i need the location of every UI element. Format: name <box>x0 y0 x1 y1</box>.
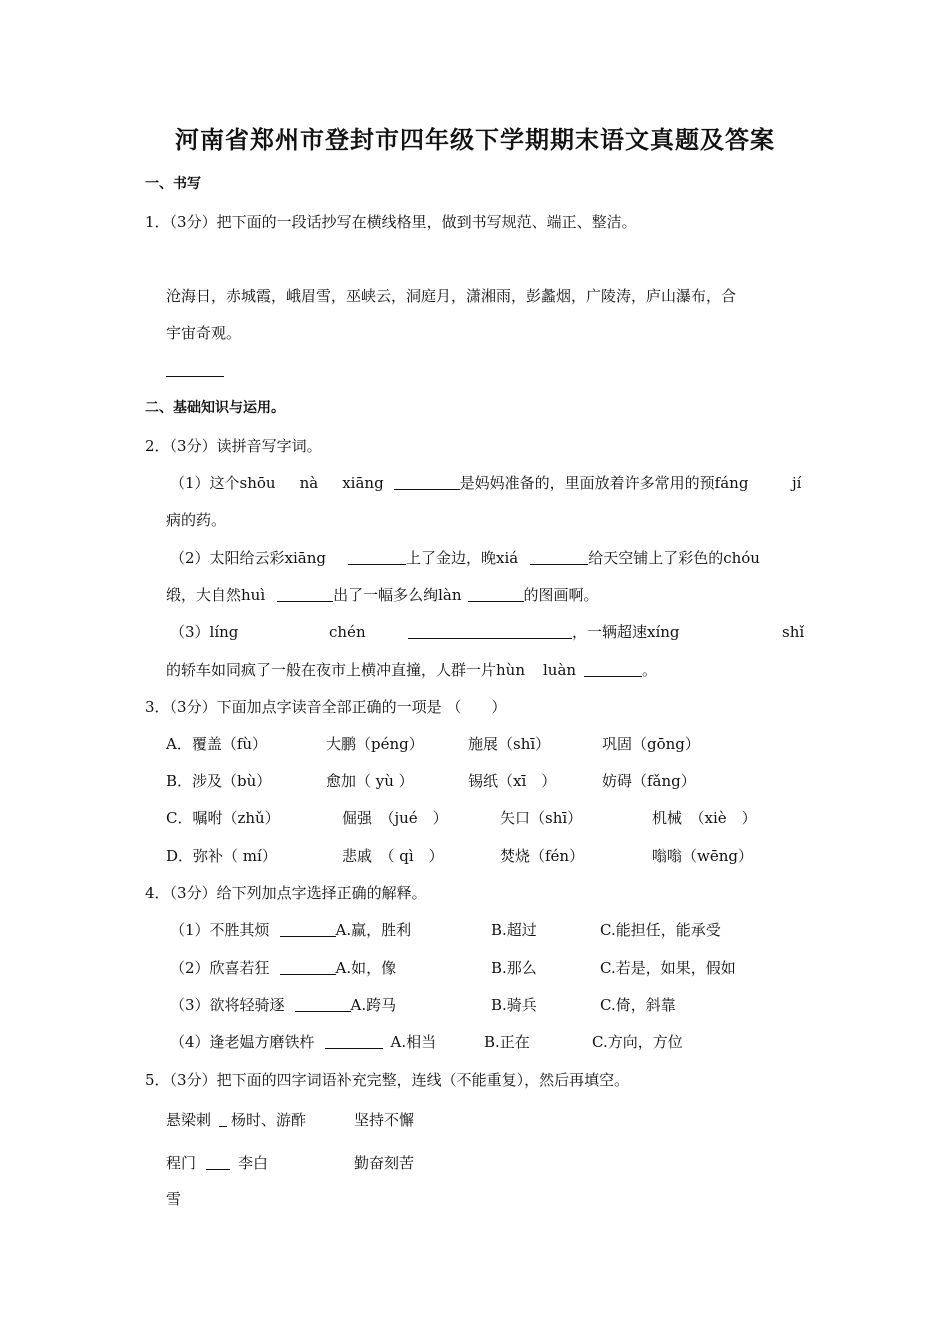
answer-blank[interactable] <box>325 1034 383 1049</box>
question-5-stem: 5．（3分）把下面的四字词语补充完整，连线（不能重复），然后再填空。 <box>145 1071 630 1089</box>
sentence-text: 的图画啊。 <box>523 586 599 604</box>
question-3-stem: 3．（3分）下面加点字读音全部正确的一项是 （ ） <box>145 698 507 716</box>
answer-blank-line[interactable] <box>166 376 224 377</box>
answer-blank[interactable] <box>394 475 460 490</box>
word-text: （4）逢老媪方磨铁杵 <box>170 1033 315 1051</box>
answer-blank[interactable] <box>468 587 524 602</box>
question-4-row-4 <box>170 1032 436 1052</box>
option-a-item-3: 施展（shī） <box>468 735 551 753</box>
quality-text: 勤奋刻苦 <box>354 1154 415 1172</box>
choice-b: B.超过 <box>491 921 537 939</box>
pinyin-text: xiāng <box>342 474 384 492</box>
answer-blank[interactable] <box>295 997 351 1012</box>
option-c-item-2: 倔强 （jué ） <box>342 809 448 827</box>
choice-c: C.能担任，能承受 <box>600 921 721 939</box>
option-a-item-1[interactable]: A．覆盖（fù） <box>166 735 268 753</box>
question-2-stem: 2．（3分）读拼音写字词。 <box>145 437 322 455</box>
answer-blank[interactable] <box>348 550 406 565</box>
question-1-passage-line-2: 宇宙奇观。 <box>166 324 242 342</box>
choice-a: A.赢，胜利 <box>335 921 412 939</box>
sentence-text: 缎，大自然huì <box>166 586 266 604</box>
question-2-part-3-line-1 <box>408 622 680 642</box>
answer-blank[interactable] <box>530 550 588 565</box>
choice-a: A.跨马 <box>350 996 397 1014</box>
option-a-item-4: 巩固（gōng） <box>602 735 700 753</box>
question-4-row-1 <box>170 920 411 940</box>
sentence-text: 。 <box>642 661 658 679</box>
section-heading-writing: 一、书写 <box>145 176 201 192</box>
option-d-item-4: 嗡嗡（wēng） <box>652 847 753 865</box>
question-2-part-1-line-2: 病的药。 <box>166 511 227 529</box>
choice-c: C.方向，方位 <box>592 1033 683 1051</box>
choice-b: B.正在 <box>484 1033 530 1051</box>
person-text: 李白 <box>238 1154 269 1172</box>
pinyin-text: （3）líng <box>170 623 239 641</box>
word-text: 程门 <box>166 1154 197 1172</box>
choice-c: C.若是，如果，假如 <box>600 959 736 977</box>
option-a-item-2: 大鹏（péng） <box>326 735 424 753</box>
question-4-stem: 4．（3分）给下列加点字选择正确的解释。 <box>145 884 427 902</box>
question-2-part-1-line-1 <box>170 473 748 493</box>
word-text: （3）欲将轻骑逐 <box>170 996 285 1014</box>
answer-blank[interactable] <box>584 662 642 677</box>
answer-blank[interactable] <box>408 624 572 639</box>
option-d-item-3: 焚烧（fén） <box>500 847 585 865</box>
question-5-row-1 <box>166 1110 306 1130</box>
pinyin-text: （1）这个shōu <box>170 474 276 492</box>
question-4-row-2 <box>170 958 396 978</box>
pinyin-text: luàn <box>542 661 577 679</box>
option-d-item-1[interactable]: D．弥补（ mí） <box>166 847 277 865</box>
sentence-text: ，一辆超速xíng <box>572 623 680 641</box>
answer-blank[interactable] <box>280 960 336 975</box>
choice-c: C.倚，斜靠 <box>600 996 676 1014</box>
word-text: （1）不胜其烦 <box>170 921 270 939</box>
pinyin-text: chén <box>329 623 366 641</box>
sentence-text: 是妈妈准备的，里面放着许多常用的预fáng <box>459 474 749 492</box>
answer-blank[interactable] <box>277 587 333 602</box>
option-c-item-4: 机械 （xiè ） <box>652 809 757 827</box>
option-d-item-2: 悲戚 （ qì ） <box>342 847 444 865</box>
question-2-part-2-line-2 <box>166 585 599 605</box>
person-text: 杨时、游酢 <box>231 1111 307 1129</box>
question-5-row-2 <box>166 1153 268 1173</box>
choice-a: A.相当 <box>390 1033 437 1051</box>
answer-blank[interactable] <box>280 922 336 937</box>
sentence-text: 给天空铺上了彩色的chóu <box>588 549 760 567</box>
option-c-item-3: 矢口（shī） <box>500 809 583 827</box>
question-5-row-3: 雪 <box>166 1190 182 1208</box>
sentence-text: 上了金边，晚xiá <box>406 549 519 567</box>
question-2-part-3-line-2 <box>166 660 657 680</box>
pinyin-text: nà <box>299 474 319 492</box>
pinyin-text: shǐ <box>782 623 805 641</box>
question-1-stem: 1．（3分）把下面的一段话抄写在横线格里，做到书写规范、端正、整洁。 <box>145 213 637 231</box>
section-heading-basics: 二、基础知识与运用。 <box>145 400 285 416</box>
sentence-text: （2）太阳给云彩xiāng <box>170 549 327 567</box>
option-b-item-4: 妨碍（fǎng） <box>602 772 696 790</box>
option-b-item-1[interactable]: B．涉及（bù） <box>166 772 272 790</box>
question-2-part-2-line-1 <box>170 548 760 568</box>
answer-blank[interactable] <box>219 1112 227 1127</box>
option-b-item-2: 愈加（ yù ） <box>326 772 414 790</box>
sentence-text: 出了一幅多么绚làn <box>333 586 462 604</box>
choice-a: A.如，像 <box>335 959 397 977</box>
option-b-item-3: 锡纸（xī ） <box>468 772 557 790</box>
choice-b: B.那么 <box>491 959 537 977</box>
answer-blank[interactable] <box>206 1155 230 1170</box>
word-text: 悬梁刺 <box>166 1111 212 1129</box>
pinyin-text: jí <box>792 474 802 492</box>
choice-b: B.骑兵 <box>491 996 537 1014</box>
option-c-item-1[interactable]: C．嘱咐（zhǔ） <box>166 809 280 827</box>
question-1-passage-line-1: 沧海日，赤城霞，峨眉雪，巫峡云，洞庭月，潇湘雨，彭蠡烟，广陵涛，庐山瀑布，合 <box>166 287 737 305</box>
page-title: 河南省郑州市登封市四年级下学期期末语文真题及答案 <box>175 125 775 154</box>
question-4-row-3 <box>170 995 396 1015</box>
sentence-text: 的轿车如同疯了一般在夜市上横冲直撞，人群一片hùn <box>166 661 525 679</box>
word-text: （2）欣喜若狂 <box>170 959 270 977</box>
quality-text: 坚持不懈 <box>354 1111 415 1129</box>
